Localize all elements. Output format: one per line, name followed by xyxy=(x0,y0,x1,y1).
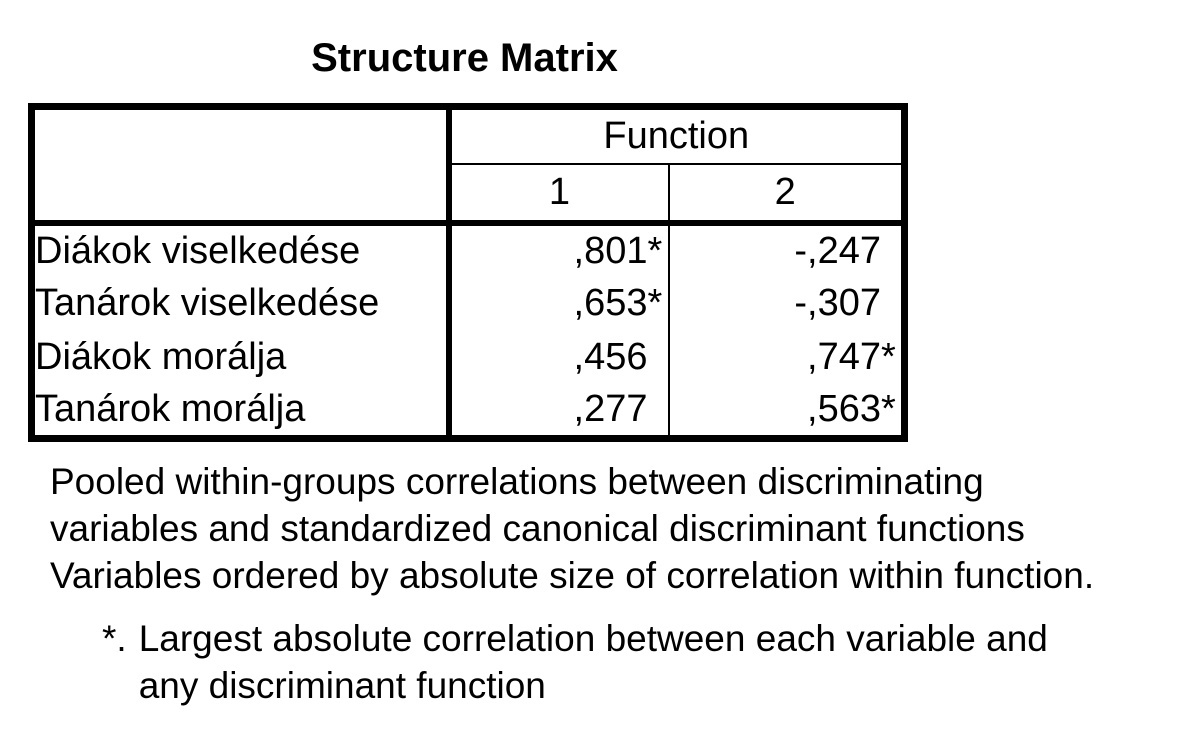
table-row xyxy=(32,277,905,331)
header-row-group xyxy=(32,107,905,164)
footnote-marker: * xyxy=(881,336,896,378)
footnote-text xyxy=(139,615,1048,709)
correlation-value: ,456 xyxy=(573,336,648,378)
group-header-function: Function xyxy=(449,107,905,164)
correlation-value: ,277 xyxy=(573,388,648,431)
correlation-value: ,801 xyxy=(573,229,648,272)
table-caption xyxy=(50,458,1195,599)
footnote-marker-symbol: *. xyxy=(102,618,127,659)
caption-line: variables and standardized canonical discriminant functions xyxy=(50,508,1025,549)
footnote-line: any discriminant function xyxy=(138,665,546,706)
correlation-value: ,653 xyxy=(573,282,648,324)
correlation-value: ,563 xyxy=(807,388,881,431)
correlation-value: ,747 xyxy=(807,336,881,378)
row-label: Diákok morálja xyxy=(32,331,449,385)
footnote-marker: * xyxy=(647,282,663,324)
table-row xyxy=(32,385,905,439)
footnote-marker: * xyxy=(881,388,896,431)
value-cell xyxy=(669,331,905,385)
column-header-function-2: 2 xyxy=(669,164,905,223)
correlation-value: -,247 xyxy=(794,229,881,272)
value-cell xyxy=(449,331,669,385)
table-row xyxy=(32,223,905,277)
table-footnote xyxy=(102,615,1048,709)
value-cell xyxy=(449,277,669,331)
correlation-value: -,307 xyxy=(794,282,881,324)
table-row xyxy=(32,331,905,385)
caption-line: Variables ordered by absolute size of correlation within function. xyxy=(50,555,1095,596)
row-label: Tanárok viselkedése xyxy=(32,277,449,331)
caption-line: Pooled within-groups correlations between discriminating xyxy=(50,461,984,502)
row-label: Diákok viselkedése xyxy=(32,223,449,277)
footnote-line: Largest absolute correlation between each variable and xyxy=(138,618,1048,659)
value-cell xyxy=(669,277,905,331)
value-cell xyxy=(449,223,669,277)
value-cell xyxy=(669,385,905,439)
value-cell xyxy=(449,385,669,439)
value-cell xyxy=(669,223,905,277)
footnote-marker: * xyxy=(647,229,663,272)
column-header-function-1: 1 xyxy=(449,164,669,223)
table-title: Structure Matrix xyxy=(311,36,618,80)
corner-cell xyxy=(32,107,449,223)
structure-matrix-table xyxy=(28,103,908,442)
row-label: Tanárok morálja xyxy=(32,385,449,439)
